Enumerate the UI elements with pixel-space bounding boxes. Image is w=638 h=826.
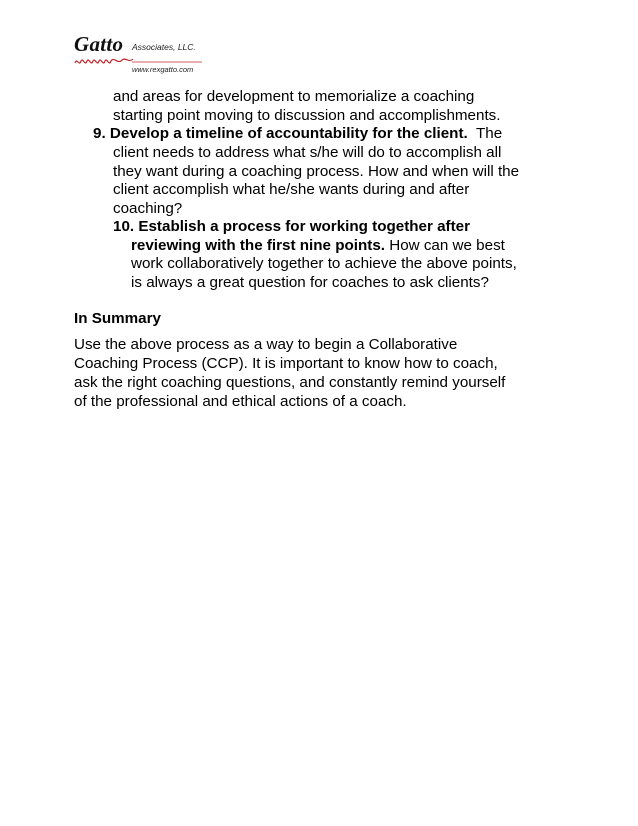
item-10-text: How can we best xyxy=(389,236,505,254)
item-10-line xyxy=(131,237,505,255)
logo-name: Gatto xyxy=(74,32,124,56)
item-9-line: client needs to address what s/he will do to accomplish all xyxy=(113,144,502,161)
section-heading-summary: In Summary xyxy=(74,310,161,327)
list-item-10 xyxy=(113,218,470,236)
item-10-line: work collaboratively together to achieve the above points, xyxy=(131,255,517,272)
summary-line: Use the above process as a way to begin a Collaborative xyxy=(74,336,458,353)
continuation-line: and areas for development to memorialize a coaching xyxy=(113,88,475,105)
item-9-text: The xyxy=(475,125,503,142)
summary-line: of the professional and ethical actions of a coach. xyxy=(74,393,407,410)
item-9-line: client accomplish what he/she wants during and after xyxy=(113,181,470,198)
item-10-title: Establish a process for working together after xyxy=(138,218,471,235)
item-9-number: 9. xyxy=(93,125,106,142)
item-10-title-cont: reviewing with the first nine points. xyxy=(131,236,385,254)
logo-company: Associates, LLC. xyxy=(132,42,196,52)
company-logo xyxy=(74,32,204,80)
item-9-line: they want during a coaching process. How and when will the xyxy=(113,162,520,180)
logo-website: www.rexgatto.com xyxy=(132,65,194,74)
list-item-9 xyxy=(93,125,502,143)
item-9-title: Develop a timeline of accountability for the client. xyxy=(109,125,468,142)
item-10-line: is always a great question for coaches to ask clients? xyxy=(131,273,489,291)
item-10-number: 10. xyxy=(113,218,135,235)
continuation-line: starting point moving to discussion and accomplishments. xyxy=(113,106,501,124)
item-9-line: coaching? xyxy=(113,199,183,217)
summary-line: Coaching Process (CCP). It is important to know how to coach, xyxy=(74,355,498,372)
summary-line: ask the right coaching questions, and constantly remind yourself xyxy=(74,374,506,391)
